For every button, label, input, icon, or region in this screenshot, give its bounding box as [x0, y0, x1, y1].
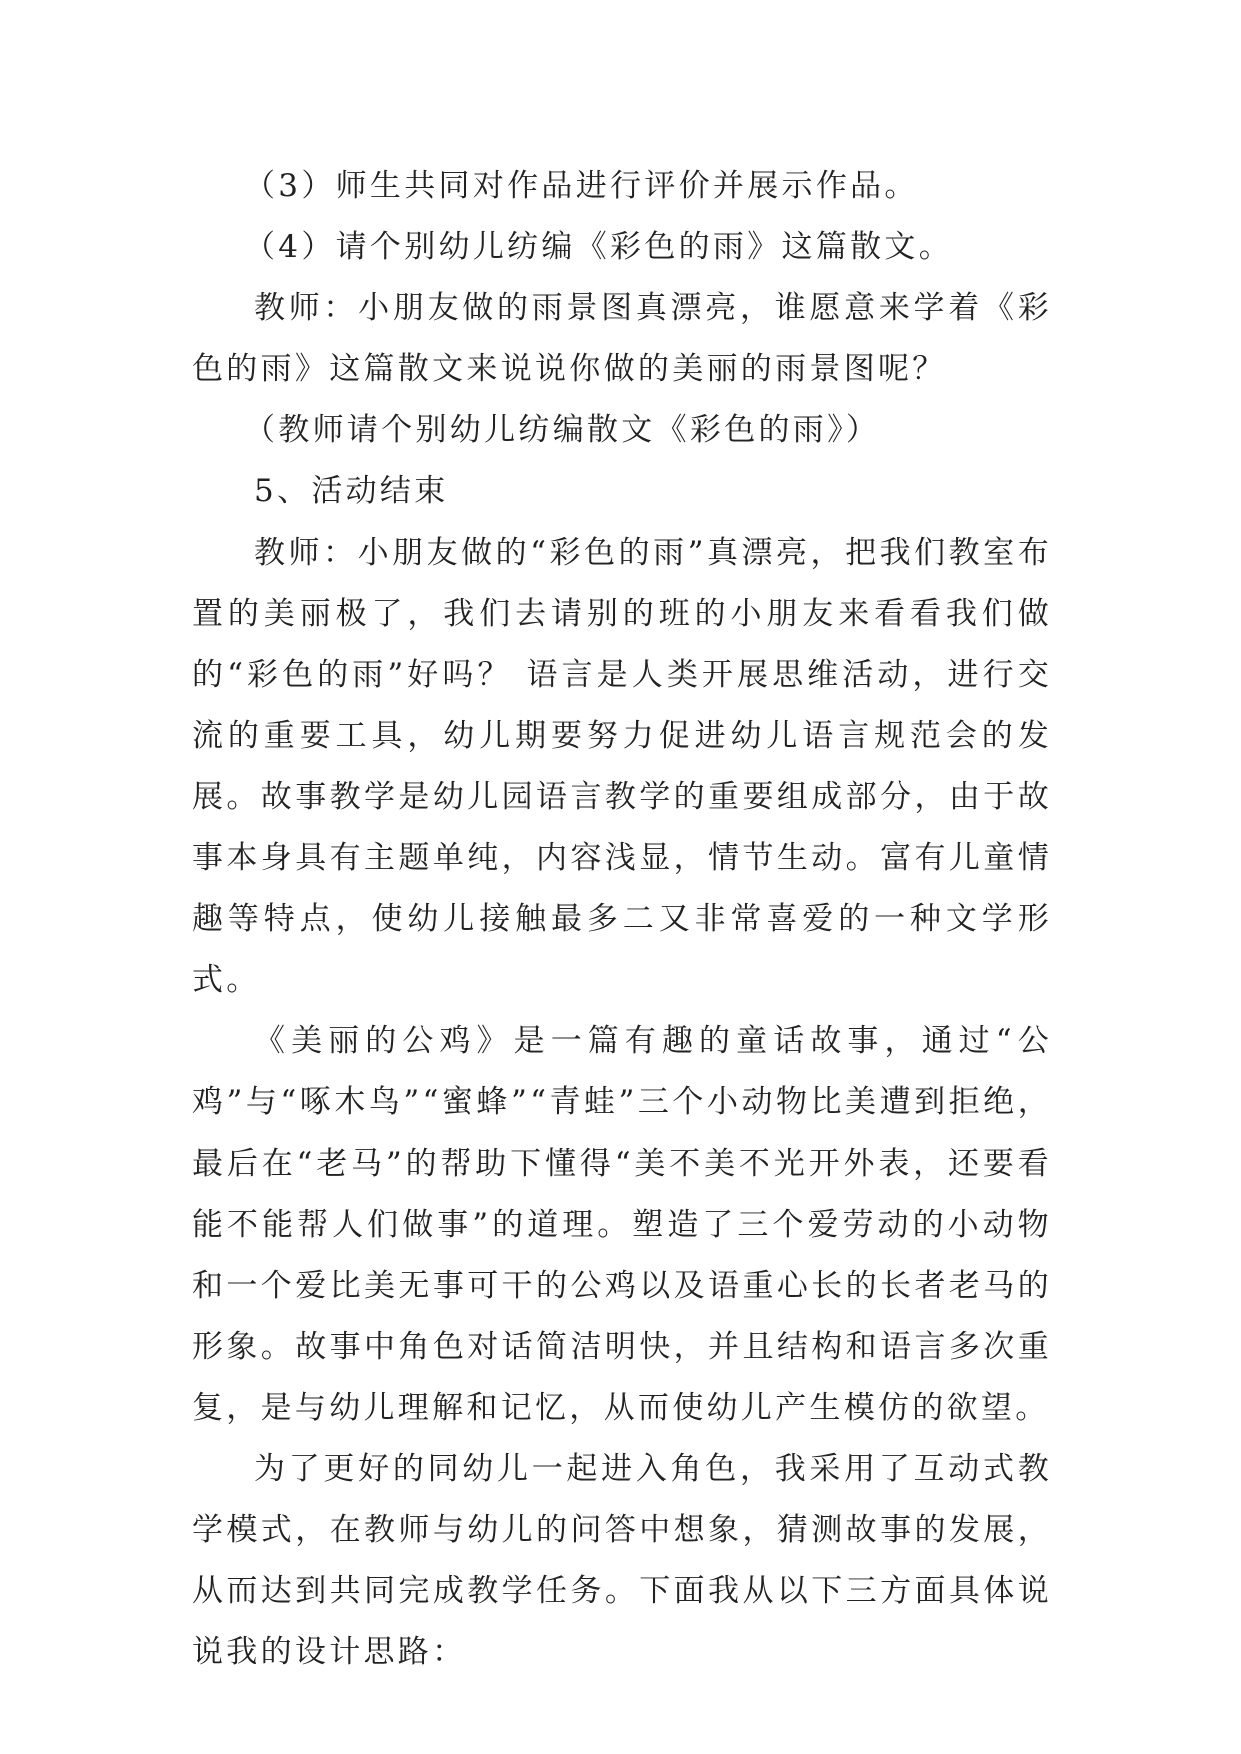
paragraph-story-intro: 《美丽的公鸡》是一篇有趣的童话故事，通过“公鸡”与“啄木鸟”“蜜蜂”“青蛙”三个小动物比美遭到拒绝，最后在“老马”的帮助下懂得“美不美不光开外表，还要看能不能帮人们做事”的道理。塑造了三个爱劳动的小动物和一个爱比美无事可干的公鸡以及语重心长的长者老马的形象。故事中角色对话简洁明快，并且结构和语言多次重复，是与幼儿理解和记忆，从而使幼儿产生模仿的欲望。 [192, 1023, 1052, 1426]
paragraph-design-ideas: 为了更好的同幼儿一起进入角色，我采用了互动式教学模式，在教师与幼儿的问答中想象，猜测故事的发展，从而达到共同完成教学任务。下面我从以下三方面具体说说我的设计思路： [192, 1450, 1052, 1671]
paragraph-teacher-note: （教师请个别幼儿纺编散文《彩色的雨》） [244, 412, 881, 449]
paragraph-teacher-prompt: 教师：小朋友做的雨景图真漂亮，谁愿意来学着《彩色的雨》这篇散文来说说你做的美丽的雨景图呢？ [192, 290, 1052, 388]
paragraph-step-3: （3）师生共同对作品进行评价并展示作品。 [244, 168, 919, 204]
paragraph-activity-end: 教师：小朋友做的“彩色的雨”真漂亮，把我们教室布置的美丽极了，我们去请别的班的小朋友来看看我们做的“彩色的雨”好吗？ 语言是人类开展思维活动，进行交流的重要工具，幼儿期要努力促进幼儿语言规范会的发展。故事教学是幼儿园语言教学的重要组成部分，由于故事本身具有主题单纯，内容浅显，情节生动。富有儿童情趣等特点，使幼儿接触最多二又非常喜爱的一种文学形式。 [192, 534, 1052, 999]
paragraph-step-4: （4）请个别幼儿纺编《彩色的雨》这篇散文。 [244, 229, 954, 266]
document-body [192, 156, 1052, 1683]
section-heading-activity-end: 5、活动结束 [254, 473, 449, 510]
